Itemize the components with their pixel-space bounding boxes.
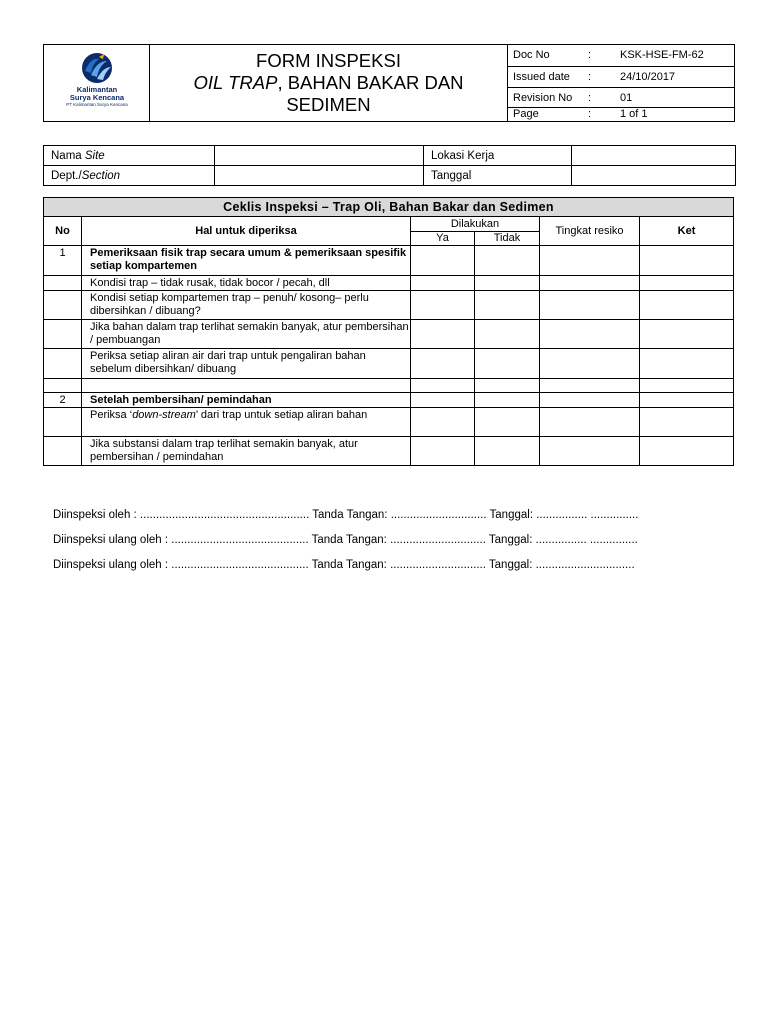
dept-section-label [44,166,215,186]
nama-site-field[interactable] [215,146,424,166]
title-line2 [193,72,463,94]
tidak-cell[interactable] [475,437,540,466]
check-item: Kondisi setiap kompartemen trap – penuh/ kosong– perlu dibersihkan / dibuang? [82,291,411,320]
nama-label: Nama [51,149,82,162]
meta-row-page [508,108,735,121]
site-row-2 [44,166,736,186]
item-text: Periksa ‘ [90,409,133,421]
dept-label: Dept./ [51,169,82,182]
table-row [44,408,734,437]
logo-text-line1: Kalimantan [76,85,118,94]
tingkat-cell[interactable] [540,437,640,466]
ket-cell[interactable] [640,291,734,320]
signature-line-reinspected-1[interactable]: Diinspeksi ulang oleh : ........................................... Tanda Tangan: .............................. Tanggal: ................ ............... [53,534,638,546]
check-item [82,408,411,437]
table-row [44,291,734,320]
dept-section-field[interactable] [215,166,424,186]
meta-colon: : [588,92,592,104]
tidak-cell[interactable] [475,349,540,379]
ya-cell[interactable] [411,408,475,437]
meta-value: 01 [620,92,633,104]
ket-cell[interactable] [640,349,734,379]
ya-cell[interactable] [411,320,475,349]
signature-line-reinspected-2[interactable]: Diinspeksi ulang oleh : ........................................... Tanda Tangan: .............................. Tanggal: ............................... [53,559,635,571]
meta-value: KSK-HSE-FM-62 [620,49,704,61]
header-row-1 [44,217,734,232]
table-row [44,349,734,379]
document-meta [508,45,735,121]
tidak-cell[interactable] [475,408,540,437]
row-number [44,408,82,437]
tingkat-cell[interactable] [540,349,640,379]
tingkat-cell[interactable] [540,276,640,291]
title-oil-trap: OIL TRAP [193,72,278,93]
ya-cell[interactable] [411,437,475,466]
ket-cell[interactable] [640,379,734,393]
ya-cell[interactable] [411,393,475,408]
col-item-header: Hal untuk diperiksa [82,217,411,246]
row-number: 2 [44,393,82,408]
site-label-italic: Site [84,149,105,162]
ya-cell[interactable] [411,291,475,320]
tanggal-field[interactable] [572,166,736,186]
col-tidak-header: Tidak [475,232,540,246]
meta-colon: : [588,71,592,83]
lokasi-kerja-label: Lokasi Kerja [424,146,572,166]
row-number [44,437,82,466]
tingkat-cell[interactable] [540,408,640,437]
table-row-empty [44,379,734,393]
meta-value: 24/10/2017 [620,71,676,83]
table-row [44,437,734,466]
check-item: Jika bahan dalam trap terlihat semakin banyak, atur pembersihan / pembuangan [82,320,411,349]
table-row [44,246,734,276]
meta-label: Page [513,108,539,120]
ket-cell[interactable] [640,408,734,437]
col-tingkat-header: Tingkat resiko [540,217,640,246]
section-label-italic: Section [81,169,121,182]
tingkat-cell[interactable] [540,320,640,349]
meta-label: Doc No [513,49,550,61]
ya-cell[interactable] [411,349,475,379]
check-item [82,379,411,393]
table-row [44,276,734,291]
form-title [150,45,508,121]
meta-label: Issued date [513,71,570,83]
check-item: Kondisi trap – tidak rusak, tidak bocor / pecah, dll [82,276,411,291]
meta-row-revision [508,88,735,108]
col-dilakukan-header: Dilakukan [411,217,540,232]
lokasi-kerja-field[interactable] [572,146,736,166]
logo-text-line3: PT Kalimantan Surya Kencana [66,102,128,107]
site-info-table [43,145,736,186]
tidak-cell[interactable] [475,276,540,291]
tingkat-cell[interactable] [540,393,640,408]
tingkat-cell[interactable] [540,246,640,276]
tidak-cell[interactable] [475,379,540,393]
meta-row-issued-date [508,67,735,88]
checklist-caption-row [44,198,734,217]
tanggal-label: Tanggal [424,166,572,186]
item-text: ’ dari trap untuk setiap aliran bahan [195,409,368,421]
section-title: Setelah pembersihan/ pemindahan [82,393,411,408]
check-item: Jika substansi dalam trap terlihat semakin banyak, atur pembersihan / pemindahan [82,437,411,466]
nama-site-label [44,146,215,166]
tidak-cell[interactable] [475,291,540,320]
phoenix-logo-icon [77,51,117,85]
table-row [44,320,734,349]
row-number [44,379,82,393]
title-line2-rest: , BAHAN BAKAR DAN [277,72,464,93]
ya-cell[interactable] [411,379,475,393]
logo-cell [44,45,150,121]
signature-line-inspected[interactable]: Diinspeksi oleh : ..................................................... Tanda Tangan: .............................. Tanggal: ................ ............... [53,509,639,521]
tidak-cell[interactable] [475,320,540,349]
ket-cell[interactable] [640,276,734,291]
tingkat-cell[interactable] [540,291,640,320]
logo-text-line2: Surya Kencana [69,93,125,102]
meta-value: 1 of 1 [620,108,648,120]
col-no-header: No [44,217,82,246]
row-number: 1 [44,246,82,276]
tidak-cell[interactable] [475,393,540,408]
table-row [44,393,734,408]
title-line3: SEDIMEN [286,94,371,115]
ya-cell[interactable] [411,276,475,291]
checklist-table [43,197,734,466]
meta-colon: : [588,49,592,61]
ya-cell[interactable] [411,246,475,276]
meta-row-doc-no [508,45,735,67]
title-line1: FORM INSPEKSI [256,50,401,71]
ket-cell[interactable] [640,246,734,276]
col-ya-header: Ya [411,232,475,246]
meta-colon: : [588,108,592,120]
tingkat-cell[interactable] [540,379,640,393]
ket-cell[interactable] [640,437,734,466]
tidak-cell[interactable] [475,246,540,276]
ket-cell[interactable] [640,393,734,408]
checklist-caption: Ceklis Inspeksi – Trap Oli, Bahan Bakar dan Sedimen [44,198,734,217]
document-header [43,44,735,122]
section-title: Pemeriksaan fisik trap secara umum & pemeriksaan spesifik setiap kompartemen [82,246,411,276]
meta-label: Revision No [513,92,573,104]
item-text-italic: down-stream [132,409,196,421]
ket-cell[interactable] [640,320,734,349]
company-logo [44,51,150,108]
row-number [44,276,82,291]
row-number [44,349,82,379]
col-ket-header: Ket [640,217,734,246]
row-number [44,291,82,320]
row-number [44,320,82,349]
site-row-1 [44,146,736,166]
check-item: Periksa setiap aliran air dari trap untuk pengaliran bahan sebelum dibersihkan/ dibuang [82,349,411,379]
